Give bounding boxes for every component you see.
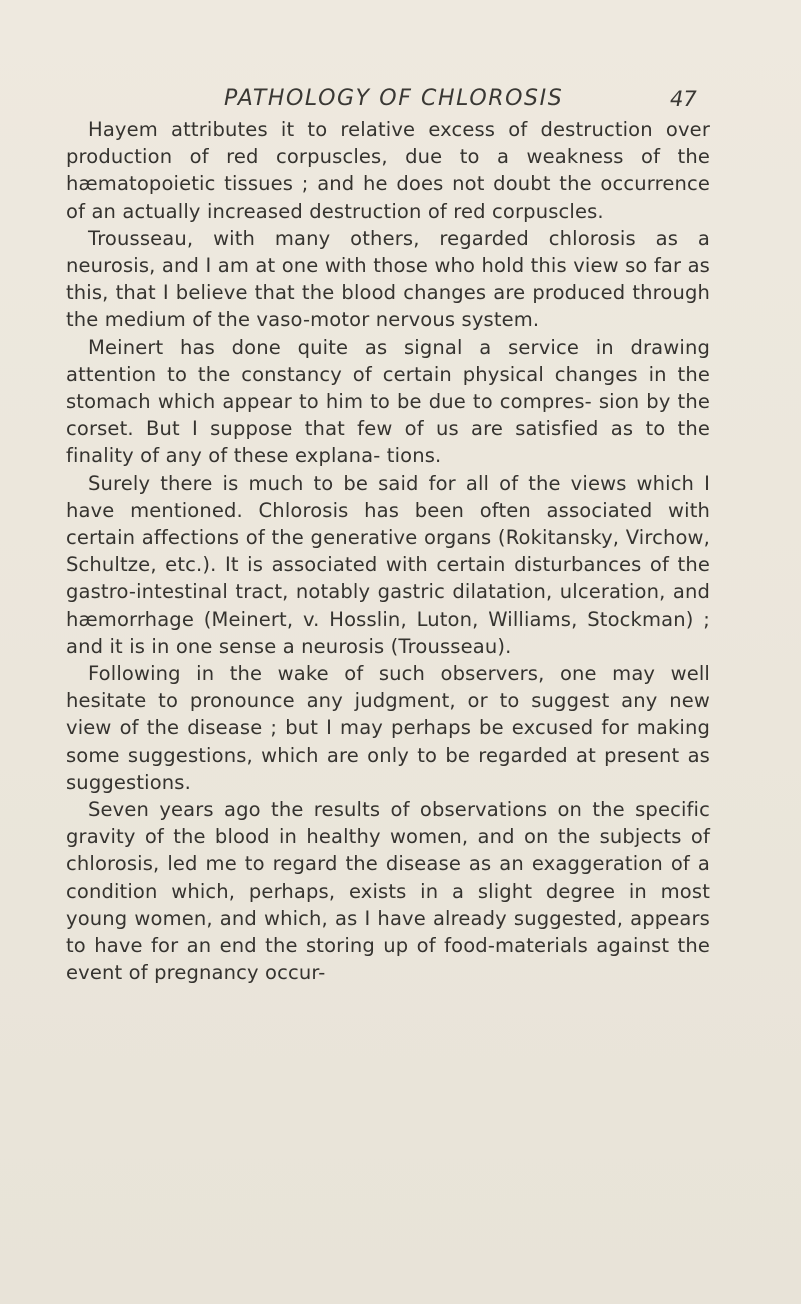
body-text: [66, 116, 710, 987]
paragraph-meinert: Meinert has done quite as signal a service in drawing attention to the constancy of certain physical changes in the stomach which appear to him to be due to compres- sion by the corset. But I suppose that few of us are satisfied as to the finality of any of these explana- tions.: [66, 335, 710, 468]
paragraph-trousseau: Trousseau, with many others, regarded chlorosis as a neurosis, and I am at one with those who hold this view so far as this, that I believe that the blood changes are produced through the medium of the vaso-motor nervous system.: [66, 226, 710, 332]
page-number: 47: [670, 87, 697, 111]
paragraph-hayem: Hayem attributes it to relative excess of destruction over production of red corpuscles, due to a weakness of the hæmatopoietic tissues ; and he does not doubt the occurrence of an actually increased destruction of red corpuscles.: [66, 118, 710, 223]
running-title: PATHOLOGY OF CHLOROSIS: [224, 86, 564, 111]
paragraph-following: Following in the wake of such observers, one may well hesitate to pronounce any judgment, or to suggest any new view of the disease ; but I may perhaps be excused for making some suggestions, which are only to be regarded at present as suggestions.: [66, 662, 710, 794]
paragraph-seven-years: Seven years ago the results of observations on the specific gravity of the blood in healthy women, and on the subjects of chlorosis, led me to regard the disease as an exaggeration of a condition which, perhaps, exists in a slight degree in most young women, and which, as I have already suggested, appears to have for an end the storing up of food-materials against the event of pregnancy occur-: [66, 798, 710, 985]
running-head: [0, 84, 801, 114]
paragraph-views: Surely there is much to be said for all of the views which I have mentioned. Chlorosis has been often associated with certain affections of the generative organs (Rokitansky, Virchow, Schultze, etc.). It is associated with certain disturbances of the gastro-intestinal tract, notably gastric dilatation, ulceration, and hæmorrhage (Meinert, v. Hosslin, Luton, Williams, Stockman) ; and it is in one sense a neurosis (Trousseau).: [66, 471, 710, 658]
